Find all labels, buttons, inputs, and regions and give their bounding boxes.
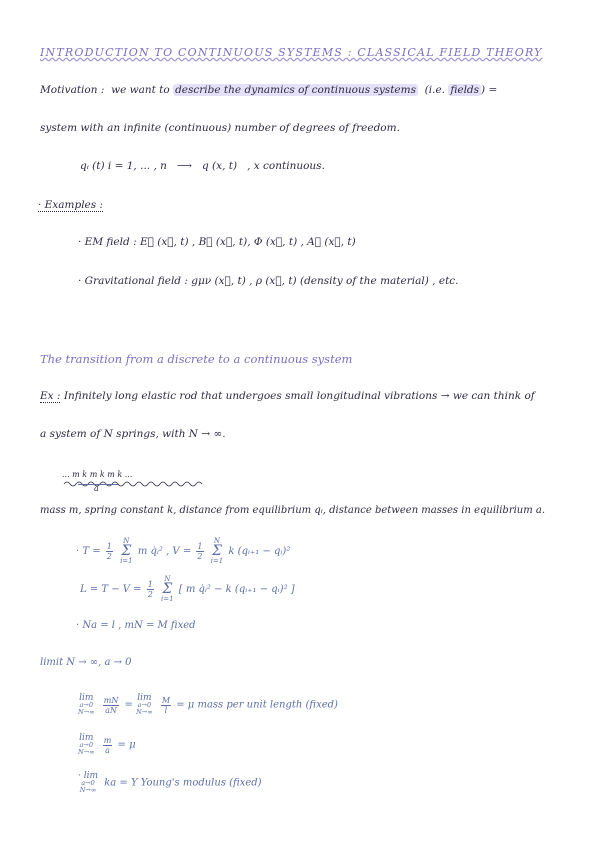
t-sum xyxy=(120,538,133,565)
t-frac-num: 1 xyxy=(106,542,112,551)
t-frac xyxy=(106,542,113,561)
lim-1-frac xyxy=(103,696,120,715)
motivation-line xyxy=(40,84,497,96)
lim-2-sub-a: a→0 xyxy=(79,741,94,749)
t-lhs: · T = xyxy=(76,546,101,557)
lim-2-sub-n: N→∞ xyxy=(78,748,95,756)
limit-eq-3 xyxy=(78,772,262,794)
t-sum-bot: i=1 xyxy=(120,557,133,565)
motivation-pre: we want to xyxy=(111,84,170,96)
lim-1-frac-den: aN xyxy=(105,705,117,715)
fixed-line: · Na = l , mN = M fixed xyxy=(76,620,196,631)
example-grav: · Gravitational field : gμν (x⃗, t) , ρ (x⃗, t) (density of the material) , etc. xyxy=(78,275,459,287)
lagrangian-eq xyxy=(80,576,295,603)
spring-a-label: a xyxy=(94,484,99,493)
lim-1b-frac-num: M xyxy=(161,695,171,705)
v-body: k (qᵢ₊₁ − qᵢ)² xyxy=(228,546,291,557)
section-title: The transition from a discrete to a continuous system xyxy=(40,352,353,366)
lim-1b-frac-den: l xyxy=(164,705,168,715)
motivation-label: Motivation : xyxy=(40,84,105,96)
example-line xyxy=(40,390,535,402)
page-title: INTRODUCTION TO CONTINUOUS SYSTEMS : CLASSICAL FIELD THEORY xyxy=(40,46,543,59)
qmap-left: qᵢ (t) i = 1, ... , n xyxy=(80,160,167,172)
lim-2 xyxy=(78,734,95,756)
arrow-icon: ⟶ xyxy=(176,160,192,172)
spring-labels: ... m k m k m k ... xyxy=(62,470,133,479)
motivation-highlight: describe the dynamics of continuous systems xyxy=(175,84,416,96)
limit-eq-2 xyxy=(78,734,136,756)
qmap-note: , x continuous. xyxy=(247,160,325,172)
sigma-icon: Σ xyxy=(212,543,222,559)
lim-1-sub-a: a→0 xyxy=(79,701,94,709)
motivation-post-a: (i.e. xyxy=(424,84,446,96)
v-sum xyxy=(211,538,224,565)
ex-label: Ex : xyxy=(40,390,61,402)
lim-3-sub-a: a→0 xyxy=(81,779,95,787)
sigma-icon: Σ xyxy=(162,581,173,597)
lim-1-rhs: = μ mass per unit length (fixed) xyxy=(176,699,338,711)
t-sum-top: N xyxy=(123,537,130,545)
l-sum-bot: i=1 xyxy=(161,595,174,603)
lim-2-word: lim xyxy=(79,733,94,743)
motivation-line2: system with an infinite (continuous) number of degrees of freedom. xyxy=(40,122,400,134)
lim-1b-sub-n: N→∞ xyxy=(136,708,153,716)
mass-line: mass m, spring constant k, distance from equilibrium qᵢ, distance between masses in equilibrium a. xyxy=(40,505,546,516)
example-em: · EM field : E⃗ (x⃗, t) , B⃗ (x⃗, t), Φ (x⃗, t) , A⃗ (x⃗, t) xyxy=(78,236,356,248)
lim-1 xyxy=(78,694,95,716)
l-body: [ m q̇ᵢ² − k (qᵢ₊₁ − qᵢ)² ] xyxy=(178,584,295,595)
kinetic-potential-eq xyxy=(76,538,290,565)
ex-text: Infinitely long elastic rod that undergoes small longitudinal vibrations → we can think of xyxy=(63,390,535,402)
l-lhs: L = T − V = xyxy=(80,584,142,595)
lim-1-word: lim xyxy=(79,693,94,703)
l-frac-den: 2 xyxy=(147,590,153,599)
l-sum xyxy=(161,576,174,603)
v-frac xyxy=(196,542,203,561)
v-sum-top: N xyxy=(213,537,221,545)
v-frac-den: 2 xyxy=(197,552,203,561)
lim-1-eq: = xyxy=(124,699,133,711)
lim-2-frac xyxy=(103,736,113,755)
lim-3-rhs: ka = Y Young's modulus (fixed) xyxy=(104,777,262,789)
sigma-icon: Σ xyxy=(121,543,132,559)
lim-1b-word: lim xyxy=(137,693,152,703)
lim-1-frac-num: mN xyxy=(103,695,119,705)
t-body: m q̇ᵢ² , V = xyxy=(137,546,192,557)
motivation-post-b: ) = xyxy=(481,84,498,96)
lim-3 xyxy=(78,772,98,794)
lim-1b-sub-a: a→0 xyxy=(137,701,152,709)
lim-2-frac-num: m xyxy=(103,735,112,745)
fields-highlight: fields xyxy=(450,84,480,96)
t-frac-den: 2 xyxy=(106,552,112,561)
limit-eq-1 xyxy=(78,694,338,716)
v-sum-bot: i=1 xyxy=(210,557,224,565)
qmap-right: q (x, t) xyxy=(202,160,238,172)
lim-3-sub-n: N→∞ xyxy=(79,786,97,794)
lim-2-rhs: = μ xyxy=(117,739,136,751)
lim-1b-frac xyxy=(161,696,171,715)
qmap-line xyxy=(80,160,325,172)
v-frac-num: 1 xyxy=(197,542,203,551)
limit-line: limit N → ∞, a → 0 xyxy=(40,657,132,668)
lim-3-word: · lim xyxy=(78,771,99,781)
l-frac xyxy=(147,580,154,599)
examples-label: · Examples : xyxy=(38,199,104,211)
spring-diagram xyxy=(62,470,212,488)
example-line2: a system of N springs, with N → ∞. xyxy=(40,428,226,440)
l-sum-top: N xyxy=(164,575,171,583)
l-frac-num: 1 xyxy=(147,580,153,589)
lim-1-sub-n: N→∞ xyxy=(78,708,95,716)
lim-2-frac-den: a xyxy=(105,745,110,755)
lim-1b xyxy=(136,694,153,716)
